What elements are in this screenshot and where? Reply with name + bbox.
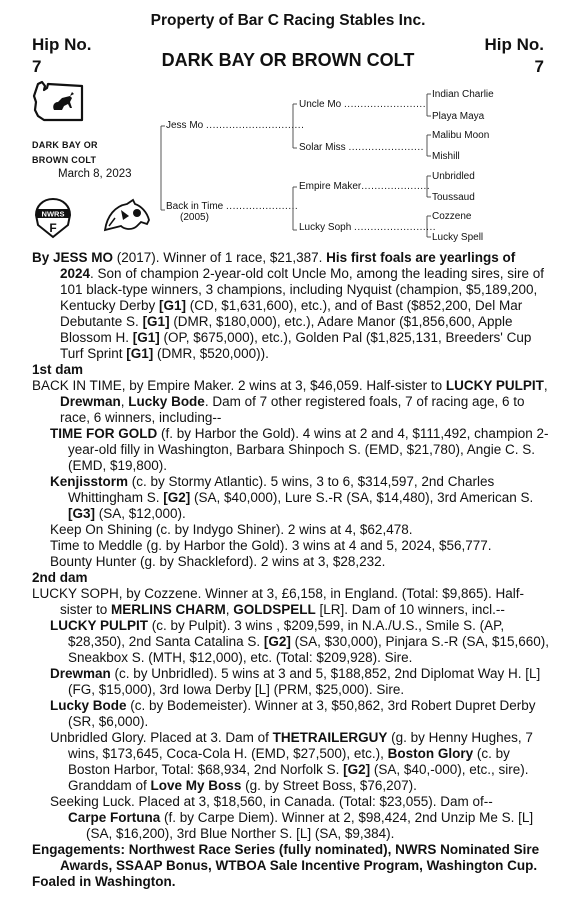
first-dam-intro: BACK IN TIME, by Empire Maker. 2 wins at 3, $46,059. Half-sister to LUCKY PULPIT, Drewman, Lucky Bode. Dam of 7 other registered foals, 7 of racing age, 6 to race, 6 winners, including-- xyxy=(32,378,548,425)
pedigree-ds: Empire Maker..................... xyxy=(299,181,431,192)
pedigree-dsd: Toussaud xyxy=(432,192,475,203)
color-line-2: BROWN COLT xyxy=(32,155,97,165)
first-dam-foal-3: Keep On Shining (c. by Indygo Shiner). 2 wins at 4, $62,478. xyxy=(50,522,413,537)
nwrs-text: NWRS xyxy=(41,209,65,219)
hip-value: 7 xyxy=(534,57,544,76)
pedigree-sd: Solar Miss ....................... xyxy=(299,142,424,153)
engagements: Engagements: Northwest Race Series (fully nominated), NWRS Nominated Sire Awards, SSAAP Bonus, WTBOA Sale Incentive Program, Washington Cup. xyxy=(32,842,540,873)
pedigree-sss: Indian Charlie xyxy=(432,89,494,100)
pedigree-dss: Unbridled xyxy=(432,171,475,182)
second-dam-heading: 2nd dam xyxy=(32,570,88,585)
pedigree-sire: Jess Mo .............................. xyxy=(166,120,305,131)
second-dam-foal-5: Seeking Luck. Placed at 3, $18,560, in Canada. (Total: $23,055). Dam of-- xyxy=(50,794,493,809)
second-dam-foal-1: LUCKY PULPIT (c. by Pulpit). 3 wins , $209,599, in N.A./U.S., Smile S. (AP, $28,350), 2nd Santa Catalina S. [G2] (SA, $30,000), Pinjara S.-R (SA, $15,660), Sneakbox S. (MTH, $12,000), etc. (Total: $209,928). Sire. xyxy=(50,618,550,665)
pedigree-ss: Uncle Mo ......................... xyxy=(299,99,426,110)
second-dam-foal-2: Drewman (c. by Unbridled). 5 wins at 3 and 5, $188,852, 2nd Diplomat Way H. [L] (FG, $15,000), 3rd Iowa Derby [L] (PRM, $25,000). Sire. xyxy=(50,666,541,697)
nwrs-logo-icon xyxy=(32,197,74,239)
washington-state-icon xyxy=(32,80,86,124)
consignor-line: Property of Bar C Racing Stables Inc. xyxy=(150,12,426,29)
color-line-1: DARK BAY OR xyxy=(32,140,98,150)
nwrs-letter: F xyxy=(49,221,57,235)
sex-description: DARK BAY OR BROWN COLT xyxy=(161,50,415,70)
first-dam-foal-5: Bounty Hunter (g. by Shackleford). 2 wins at 3, $28,232. xyxy=(50,554,386,569)
foaled-in: Foaled in Washington. xyxy=(32,874,176,889)
pedigree-dds: Cozzene xyxy=(432,211,472,222)
color-sex-label xyxy=(32,138,98,168)
first-dam-foal-1: TIME FOR GOLD (f. by Harbor the Gold). 4 wins at 2 and 4, $111,492, champion 2-year-old filly in Washington, Barbara Shinpoch S. (EMD, $21,780), Angie C. S. (EMD, $19,800). xyxy=(50,426,549,473)
first-dam-foal-4: Time to Meddle (g. by Harbor the Gold). 3 wins at 4 and 5, 2024, $56,777. xyxy=(50,538,492,553)
pedigree-dd: Lucky Soph ......................... xyxy=(299,222,437,233)
hip-value: 7 xyxy=(32,57,42,76)
second-dam-foal-5-offspring: Carpe Fortuna (f. by Carpe Diem). Winner at 2, $98,424, 2nd Unzip Me S. [L] (SA, $16,200), 3rd Blue Norther S. [L] (SA, $9,384). xyxy=(68,810,534,841)
catalog-body xyxy=(32,250,552,890)
hip-label: Hip No. xyxy=(32,35,92,54)
hip-label: Hip No. xyxy=(484,35,544,54)
second-dam-foal-3: Lucky Bode (c. by Bodemeister). Winner at 3, $50,862, 3rd Robert Dupret Derby (SR, $6,000). xyxy=(50,698,536,729)
pedigree-sdd: Mishill xyxy=(432,151,460,162)
second-dam-foal-4: Unbridled Glory. Placed at 3. Dam of THETRAILERGUY (g. by Henny Hughes, 7 wins, $173,645, Coca-Cola H. (EMD, $27,500), etc.), Boston Glory (c. by Boston Harbor, Total: $68,934, 2nd Norfolk S. [G2] (SA, $40,-000), etc., sire). Granddam of Love My Boss (g. by Street Boss, $76,207). xyxy=(50,730,533,793)
pedigree-dam: Back in Time ...................... (2005) xyxy=(166,201,299,223)
pedigree-sds: Malibu Moon xyxy=(432,130,490,141)
first-dam-heading: 1st dam xyxy=(32,362,84,377)
second-dam-intro: LUCKY SOPH, by Cozzene. Winner at 3, £6,158, in England. (Total: $9,865). Half-sister to MERLINS CHARM, GOLDSPELL [LR]. Dam of 10 winners, incl.-- xyxy=(32,586,525,617)
sire-paragraph: By JESS MO (2017). Winner of 1 race, $21,387. His first foals are yearlings of 2024. Son of champion 2-year-old colt Uncle Mo, among the leading sires, sire of 101 black-type winners, 3 champions, including Nyquist (champion, $5,189,200, Kentucky Derby [G1] (CD, $1,631,600), etc.), and of Bast ($852,200, Del Mar Debutante S. [G1] (DMR, $180,000), etc.), Adare Manor ($1,856,600, Apple Blossom H. [G1] (OP, $675,000), etc.), Golden Pal ($1,825,131, Breeders' Cup Turf Sprint [G1] (DMR, $520,000)). xyxy=(32,250,545,361)
first-dam-foal-2: Kenjisstorm (c. by Stormy Atlantic). 5 wins, 3 to 6, $314,597, 2nd Charles Whittingham S. [G2] (SA, $40,000), Lure S.-R (SA, $14,480), 3rd American S. [G3] (SA, $12,000). xyxy=(50,474,534,521)
pedigree-ssd: Playa Maya xyxy=(432,111,485,122)
horse-head-icon xyxy=(101,196,153,236)
foaling-date: March 8, 2023 xyxy=(58,168,132,180)
pedigree-ddd: Lucky Spell xyxy=(432,232,484,243)
